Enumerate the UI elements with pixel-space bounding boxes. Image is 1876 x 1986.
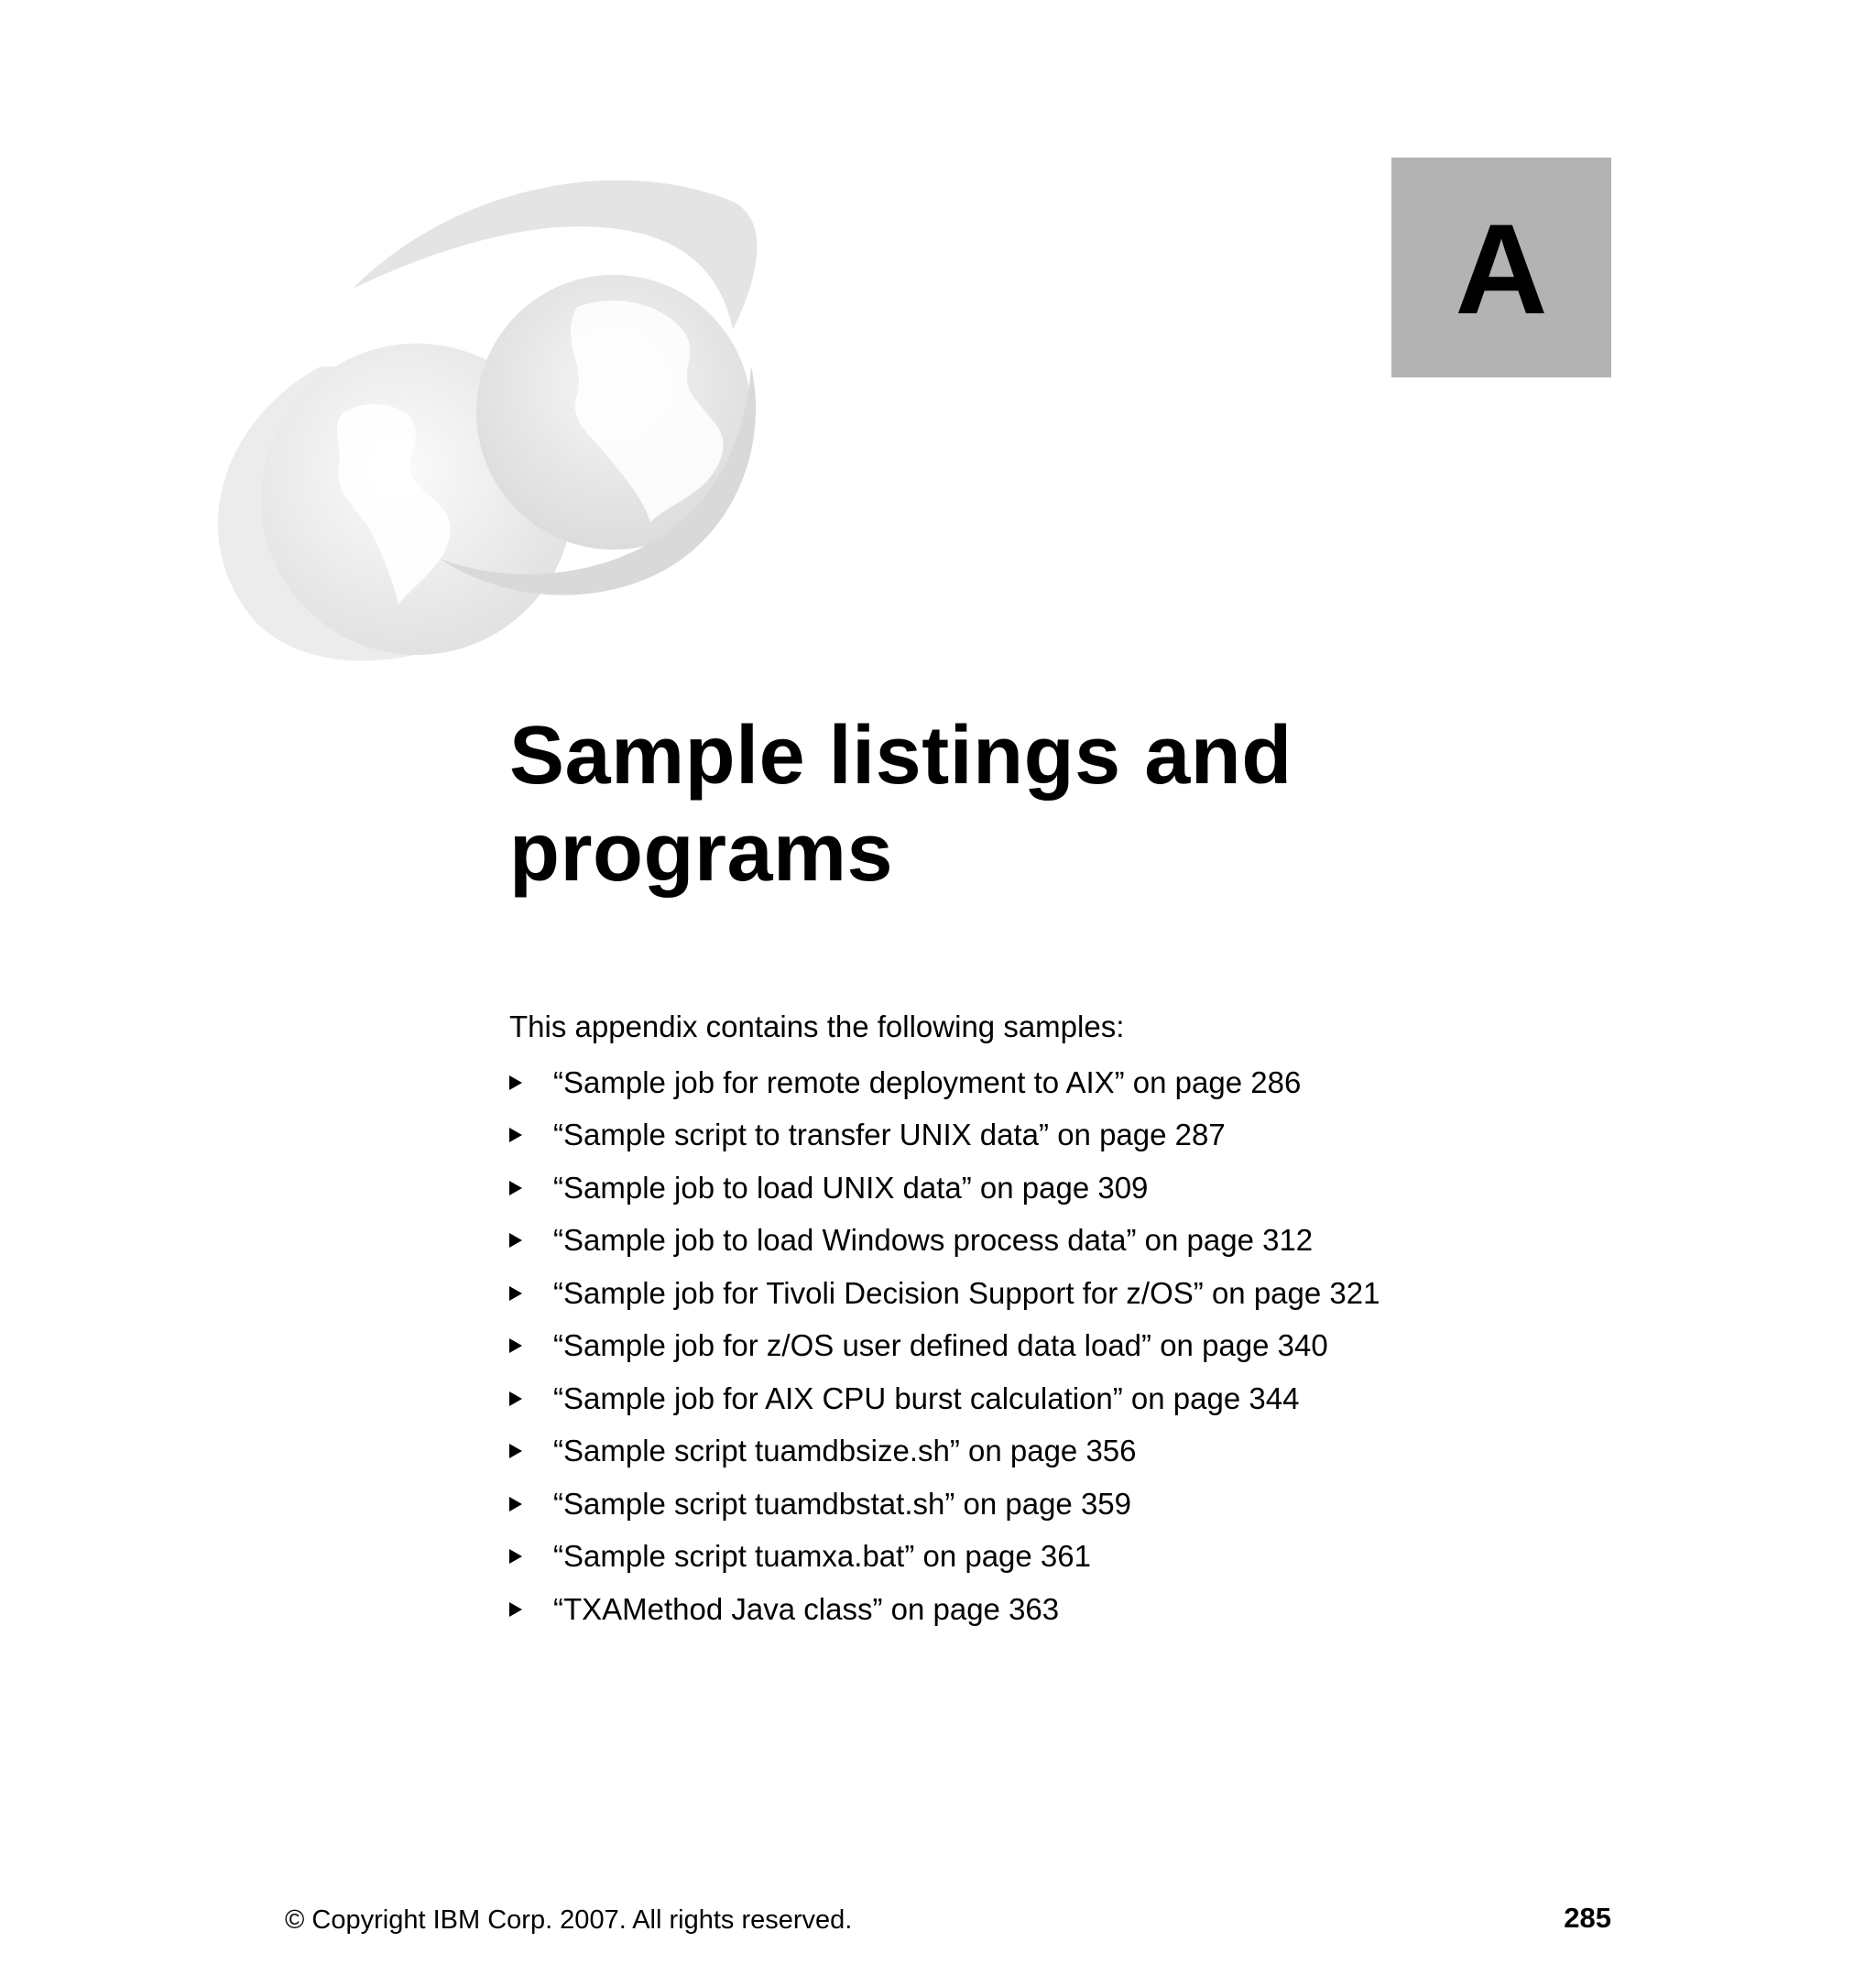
list-item[interactable] <box>509 1056 1700 1109</box>
sample-link[interactable]: “Sample job to load UNIX data” on page 309 <box>553 1170 1149 1205</box>
list-item[interactable] <box>509 1478 1700 1531</box>
chapter-letter: A <box>1455 197 1548 341</box>
list-item[interactable] <box>509 1583 1700 1636</box>
sample-link[interactable]: “TXAMethod Java class” on page 363 <box>553 1591 1060 1626</box>
footer-copyright: © Copyright IBM Corp. 2007. All rights reserved. <box>285 1905 853 1935</box>
sample-link[interactable]: “Sample job to load Windows process data” on page 312 <box>553 1223 1314 1258</box>
chapter-marker-box <box>1391 158 1611 377</box>
list-item[interactable] <box>509 1531 1700 1584</box>
triangle-bullet-icon <box>509 1497 522 1511</box>
globe-logo-icon <box>183 147 843 678</box>
list-item[interactable] <box>509 1162 1700 1215</box>
triangle-bullet-icon <box>509 1128 522 1142</box>
page-title-line-1: Sample listings and <box>509 710 1292 802</box>
list-item[interactable] <box>509 1425 1700 1479</box>
sample-link[interactable]: “Sample script tuamdbstat.sh” on page 359 <box>553 1486 1132 1521</box>
list-item[interactable] <box>509 1372 1700 1425</box>
triangle-bullet-icon <box>509 1549 522 1564</box>
sample-link[interactable]: “Sample job for Tivoli Decision Support for z/OS” on page 321 <box>553 1275 1380 1310</box>
list-item[interactable] <box>509 1320 1700 1373</box>
samples-list <box>509 1056 1700 1636</box>
sample-link[interactable]: “Sample job for remote deployment to AIX” on page 286 <box>553 1064 1302 1099</box>
triangle-bullet-icon <box>509 1391 522 1406</box>
triangle-bullet-icon <box>509 1286 522 1301</box>
list-item[interactable] <box>509 1109 1700 1162</box>
sample-link[interactable]: “Sample script tuamxa.bat” on page 361 <box>553 1539 1091 1574</box>
triangle-bullet-icon <box>509 1444 522 1458</box>
triangle-bullet-icon <box>509 1338 522 1353</box>
sample-link[interactable]: “Sample script to transfer UNIX data” on page 287 <box>553 1118 1226 1152</box>
triangle-bullet-icon <box>509 1233 522 1248</box>
sample-link[interactable]: “Sample job for AIX CPU burst calculation” on page 344 <box>553 1380 1300 1415</box>
triangle-bullet-icon <box>509 1602 522 1617</box>
sample-link[interactable]: “Sample script tuamdbsize.sh” on page 356 <box>553 1434 1137 1468</box>
list-item[interactable] <box>509 1267 1700 1320</box>
page-title <box>509 707 1517 901</box>
list-item[interactable] <box>509 1215 1700 1268</box>
sample-link[interactable]: “Sample job for z/OS user defined data load” on page 340 <box>553 1328 1328 1363</box>
intro-text: This appendix contains the following samples: <box>509 1009 1125 1043</box>
page-number: 285 <box>1564 1902 1611 1934</box>
appendix-content <box>509 1004 1700 1636</box>
triangle-bullet-icon <box>509 1075 522 1090</box>
triangle-bullet-icon <box>509 1181 522 1195</box>
page-title-line-2: programs <box>509 807 894 899</box>
